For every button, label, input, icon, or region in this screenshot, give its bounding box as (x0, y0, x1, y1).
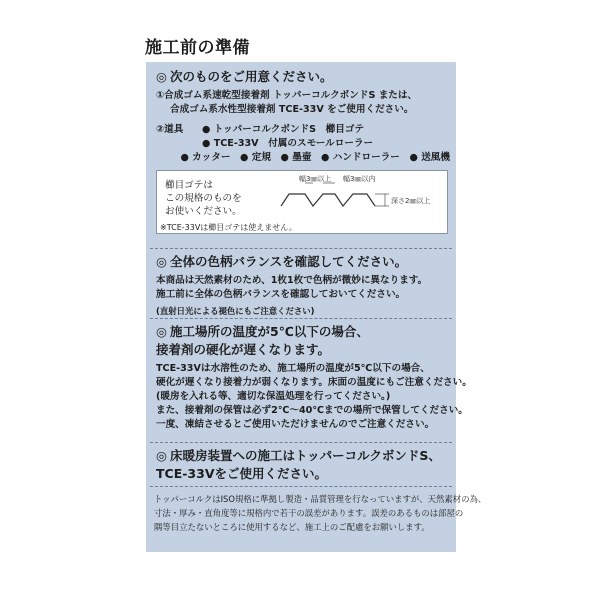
section-heading: 全体の色柄バランスを確認してください。 (170, 254, 408, 269)
tools-label: ②道具 (156, 124, 184, 135)
section-heading: 床暖房装置への施工はトッパーコルクボンドS、 (170, 448, 441, 463)
bullseye-bullet-icon: ◎ (156, 448, 167, 463)
trowel-spec-text: 櫛目ゴテは この規格のものを お使いください。 (165, 180, 242, 217)
body-line: 硬化が遅くなり接着力が弱くなります。床面の温度にもご注意ください。 (156, 377, 472, 388)
footnote-line: 隅等目立たないところに使用するなど、施工上のご配慮をお願いします。 (154, 522, 430, 532)
tools-row (156, 137, 450, 151)
adhesive-line: 合成ゴム系水性型接着剤 TCE-33V をご使用ください。 (170, 104, 414, 115)
body-line: TCE-33Vは水溶性のため、施工場所の温度が5℃以下の場合、 (156, 363, 430, 374)
bullseye-bullet-icon: ◎ (156, 254, 167, 269)
section-heading: 接着剤の硬化が遅くなります。 (156, 342, 331, 357)
instructions-panel (146, 62, 487, 552)
tools-line: ● カッター ● 定規 ● 墨壷 ● ハンドローラー ● 送風機 (180, 152, 450, 163)
section-heading: 次のものをご用意ください。 (170, 69, 333, 84)
diagram-label-width-max: 幅3㎜以内 (343, 175, 376, 183)
body-line: 本商品は天然素材のため、1枚1枚で色柄が微妙に異なります。 (156, 275, 428, 286)
body-line: また、接着剤の保管は必ず2℃〜40℃までの場所で保管してください。 (156, 405, 468, 416)
section-color-balance (156, 253, 450, 318)
trowel-note: ※TCE-33Vは櫛目ゴテは使えません。 (160, 223, 297, 232)
section-divider (150, 248, 452, 249)
tools-line: ● TCE-33V 付属のスモールローラー (202, 138, 374, 149)
body-line: 一度、凍結させるとご使用いただけませんのでご注意ください。 (156, 419, 435, 430)
footnote-line: トッパーコルクはISO規格に準拠し製造・品質管理を行なっていますが、天然素材の為、 (154, 494, 487, 504)
diagram-label-width-min: 幅3㎜以上 (299, 175, 332, 183)
tools-row (156, 151, 450, 165)
body-line: (暖房を入れる等、適切な保温処理を行ってください。) (156, 391, 391, 402)
section-temperature (156, 323, 472, 432)
footnote-line: 寸法・厚み・直角度等に規格内で若干の誤差があります。誤差のあるものは部屋の (154, 508, 464, 518)
bullseye-bullet-icon: ◎ (156, 324, 167, 339)
section-divider (150, 486, 452, 487)
footnote (154, 492, 487, 534)
tools-row (156, 123, 450, 137)
section-floor-heating (156, 447, 450, 483)
diagram-label-depth: 深さ2㎜以上 (391, 197, 431, 205)
trowel-notch-diagram (277, 174, 445, 224)
section-divider (150, 442, 452, 443)
bullseye-bullet-icon: ◎ (156, 69, 167, 84)
page-title: 施工前の準備 (145, 38, 250, 58)
adhesive-line: ①合成ゴム系速乾型接着剤 トッパーコルクボンドS または、 (156, 90, 418, 101)
section-divider (150, 318, 452, 319)
body-line: 施工前に全体の色柄バランスを確認しておいてください。 (156, 289, 406, 300)
tools-line: ● トッパーコルクボンドS 櫛目ゴテ (202, 124, 365, 135)
section-heading: TCE-33Vをご使用ください。 (156, 466, 327, 481)
section-prepare-materials (156, 68, 450, 165)
body-line: (直射日光による褪色にもご注意ください) (156, 306, 315, 316)
section-heading: 施工場所の温度が5℃以下の場合、 (170, 324, 369, 339)
